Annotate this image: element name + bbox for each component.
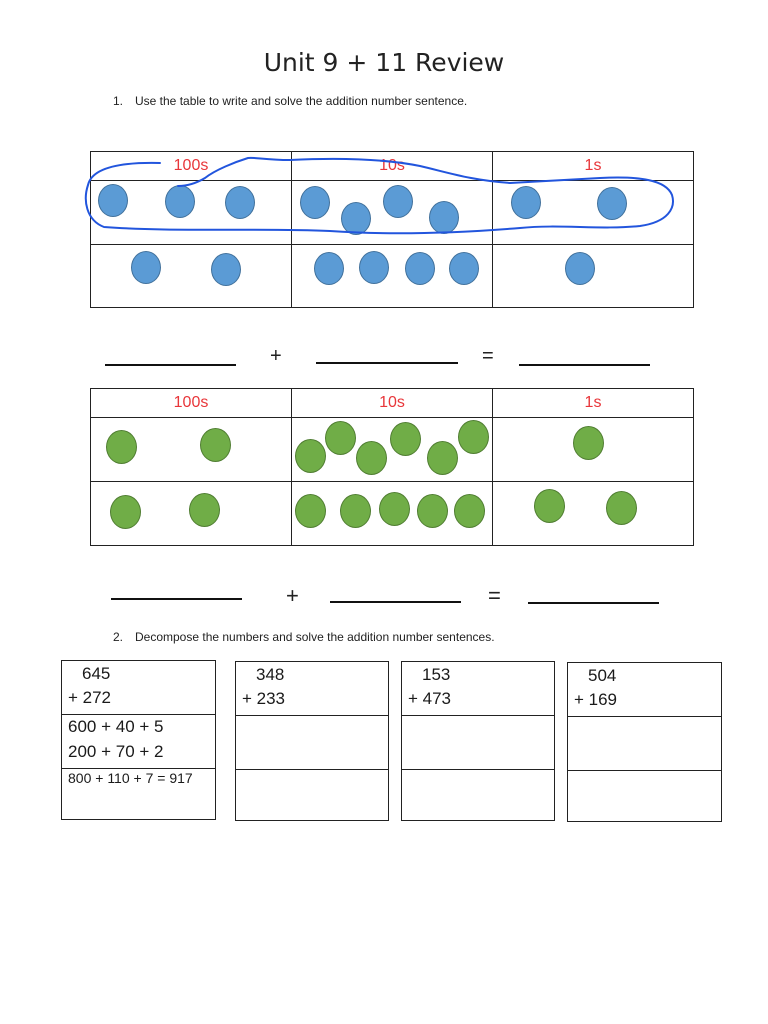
problem-box-4-answer[interactable] <box>568 770 721 822</box>
problem-box-3-numbers <box>402 662 554 716</box>
table-2-header-tens: 10s <box>292 389 493 418</box>
problem-box-2-answer[interactable] <box>236 769 388 821</box>
problem-box-1-numbers <box>62 661 215 715</box>
problem-box-3-decompose[interactable] <box>402 715 554 770</box>
answer-blank-sum[interactable] <box>528 602 659 604</box>
problem-4-addend-1: 504 <box>588 666 617 685</box>
table-2-row2-ones-cell <box>493 482 694 546</box>
problem-box-1 <box>61 660 216 820</box>
question-2-number: 2. <box>113 630 124 644</box>
page-title: Unit 9 + 11 Review <box>263 48 505 77</box>
tens-disk <box>340 494 371 528</box>
tens-disk <box>379 492 410 526</box>
problem-1-decompose-1: 600 + 40 + 5 <box>68 717 164 736</box>
hundreds-disk <box>189 493 220 527</box>
problem-box-3-answer[interactable] <box>402 769 554 821</box>
problem-box-4-decompose[interactable] <box>568 716 721 771</box>
tens-disk <box>325 421 356 455</box>
table-2-header-ones: 1s <box>493 389 694 418</box>
tens-disk <box>458 420 489 454</box>
problem-2-addend-2: + 233 <box>242 689 286 708</box>
answer-blank-addend-1[interactable] <box>105 364 236 366</box>
hundreds-disk <box>110 495 141 529</box>
ones-disk <box>606 491 637 525</box>
problem-box-1-answer[interactable] <box>62 768 215 820</box>
problem-box-2-decompose[interactable] <box>236 715 388 770</box>
problem-box-4 <box>567 662 722 822</box>
problem-3-addend-2: + 473 <box>408 689 452 708</box>
plus-sign: + <box>270 345 282 367</box>
hundreds-disk <box>106 430 137 464</box>
problem-1-addend-2: + 272 <box>68 688 112 707</box>
problem-2-addend-1: 348 <box>256 665 285 684</box>
ones-disk <box>573 426 604 460</box>
plus-sign: + <box>286 583 299 608</box>
table-1-header-hundreds: 100s <box>91 152 292 181</box>
equals-sign: = <box>482 345 494 367</box>
problem-box-2 <box>235 661 389 821</box>
table-2-header-hundreds: 100s <box>91 389 292 418</box>
problem-1-decompose-2: 200 + 70 + 2 <box>68 742 164 761</box>
tens-disk <box>427 441 458 475</box>
question-2-text: Decompose the numbers and solve the addition number sentences. <box>135 630 495 644</box>
problem-box-2-numbers <box>236 662 388 716</box>
answer-blank-addend-2[interactable] <box>330 601 461 603</box>
table-1-header-tens: 10s <box>292 152 493 181</box>
problem-4-addend-2: + 169 <box>574 690 618 709</box>
tens-disk <box>295 494 326 528</box>
question-1-text: Use the table to write and solve the addition number sentence. <box>135 94 468 108</box>
tens-disk <box>356 441 387 475</box>
problem-box-1-decompose[interactable] <box>62 714 215 769</box>
problem-1-answer: 800 + 110 + 7 = 917 <box>68 770 193 786</box>
answer-blank-addend-2[interactable] <box>316 362 458 364</box>
tens-disk <box>390 422 421 456</box>
tens-disk <box>295 439 326 473</box>
answer-blank-addend-1[interactable] <box>111 598 242 600</box>
table-1-header-ones: 1s <box>493 152 694 181</box>
equals-sign: = <box>488 583 501 608</box>
tens-disk <box>417 494 448 528</box>
tens-disk <box>454 494 485 528</box>
ones-disk <box>534 489 565 523</box>
question-2 <box>113 630 495 644</box>
problem-3-addend-1: 153 <box>422 665 451 684</box>
hundreds-disk <box>200 428 231 462</box>
problem-1-addend-1: 645 <box>82 664 111 683</box>
problem-box-4-numbers <box>568 663 721 717</box>
question-1-number: 1. <box>113 94 124 108</box>
answer-blank-sum[interactable] <box>519 364 650 366</box>
problem-box-3 <box>401 661 555 821</box>
